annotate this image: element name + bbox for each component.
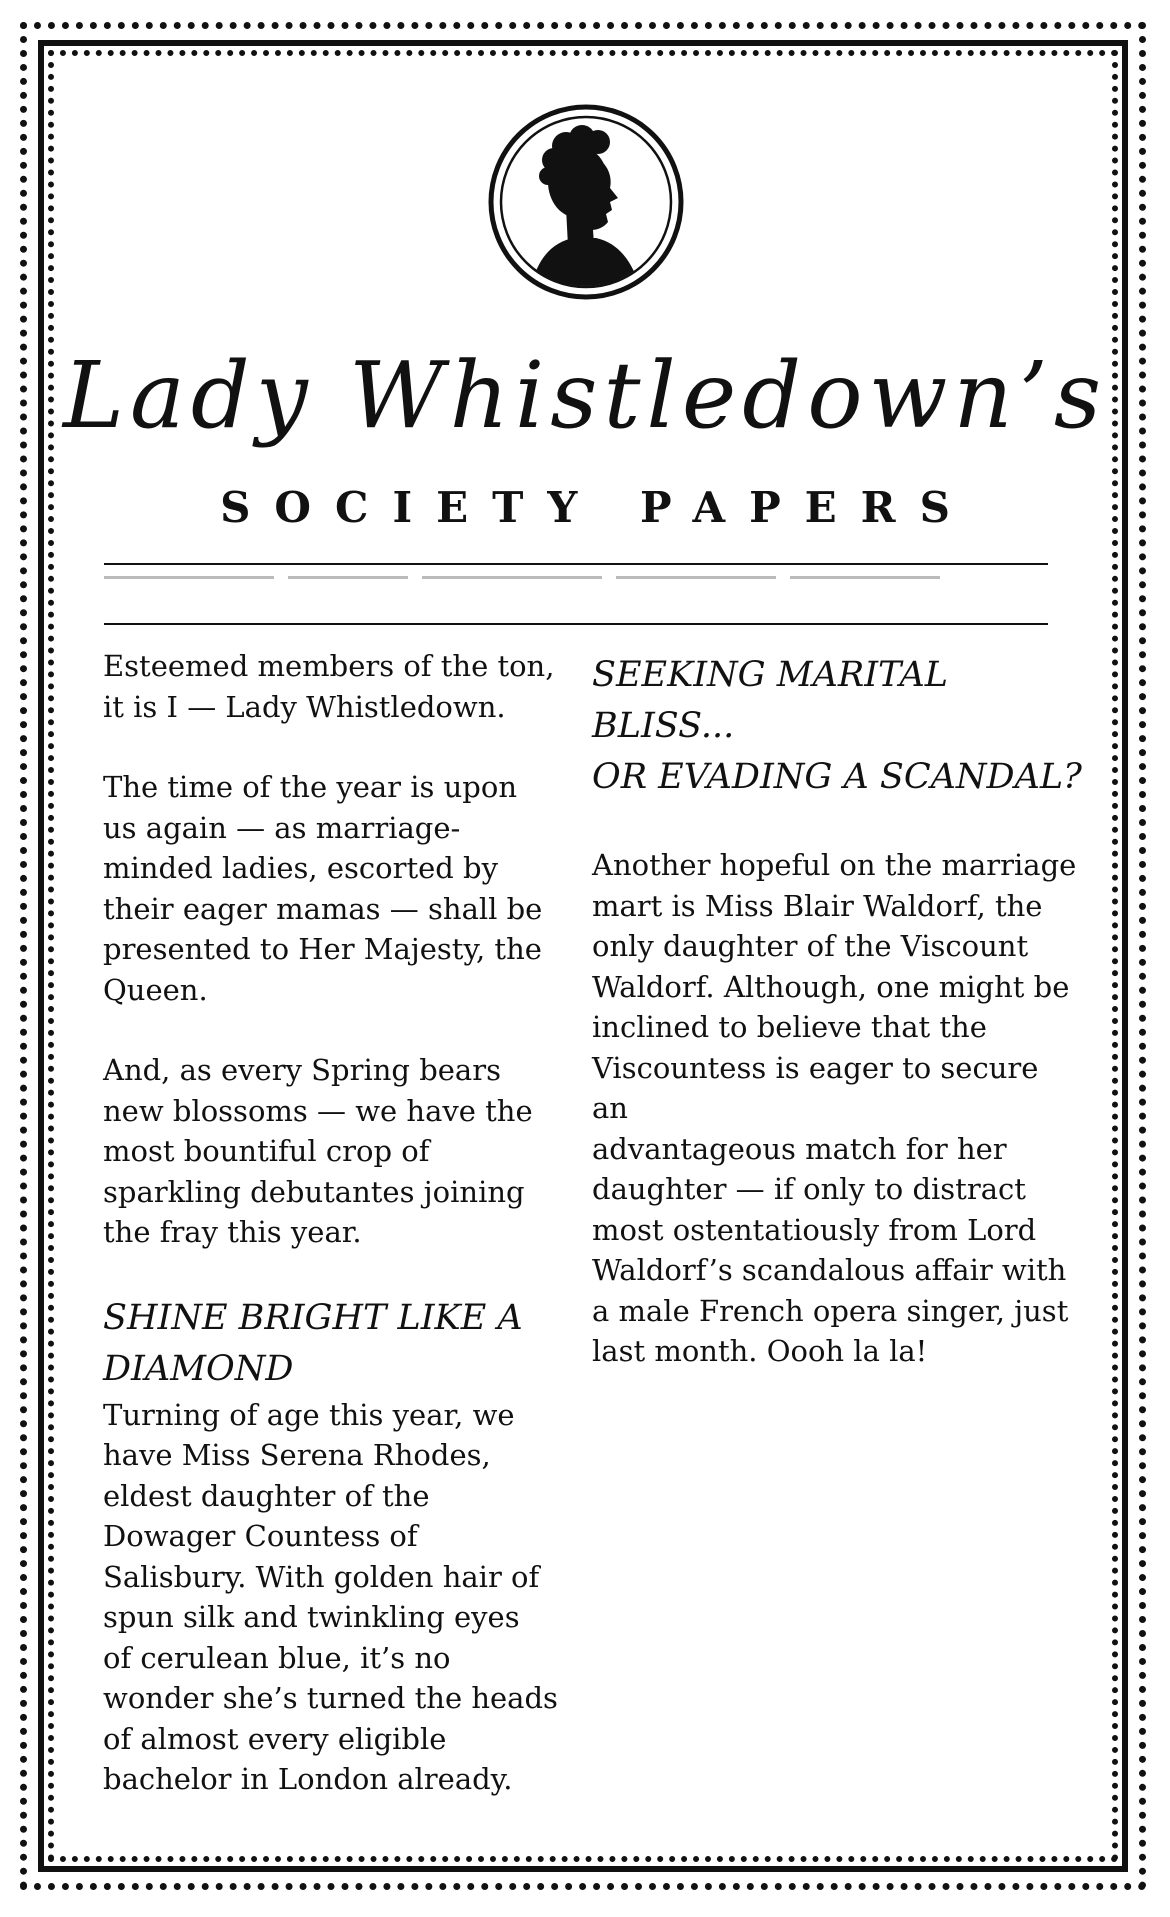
faded-text-strip [104, 567, 1048, 579]
section-heading-marital-bliss: SEEKING MARITAL BLISS... OR EVADING A SCANDAL? [592, 655, 1082, 797]
right-column [592, 650, 1082, 1372]
masthead-title: Lady Whistledown’s [62, 342, 1108, 449]
debutantes-paragraph: And, as every Spring bears new blossoms — we have the most bountiful crop of sparkling debutantes joining the fray this year. [103, 1053, 533, 1249]
intro-paragraph: Esteemed members of the ton, it is I — Lady Whistledown. [103, 649, 555, 724]
blair-paragraph: Another hopeful on the marriage mart is Miss Blair Waldorf, the only daughter of the Viscount Waldorf. Although, one might be inclined to believe that the Viscountess is eager to secure an advantageous match for her daughter — if only to distract most ostentatiously from Lord Waldorf’s scandalous affair with a male French opera singer, just last month. Oooh la la! [592, 848, 1077, 1368]
serena-paragraph: Turning of age this year, we have Miss Serena Rhodes, eldest daughter of the Dowager Countess of Salisbury. With golden hair of spun silk and twinkling eyes of cerulean blue, it’s no wonder she’s turned the heads of almost every eligible bachelor in London already. [103, 1397, 558, 1796]
top-rule [104, 563, 1048, 565]
cameo-silhouette-icon [488, 104, 684, 300]
season-paragraph: The time of the year is upon us again — as marriage- minded ladies, escorted by their eager mamas — shall be presented to Her Majesty, the Queen. [103, 770, 543, 1007]
left-column [103, 646, 563, 1800]
masthead-subtitle: SOCIETY PAPERS [220, 483, 974, 532]
bottom-rule [104, 623, 1048, 625]
section-heading-diamond: SHINE BRIGHT LIKE A DIAMOND [103, 1297, 523, 1389]
